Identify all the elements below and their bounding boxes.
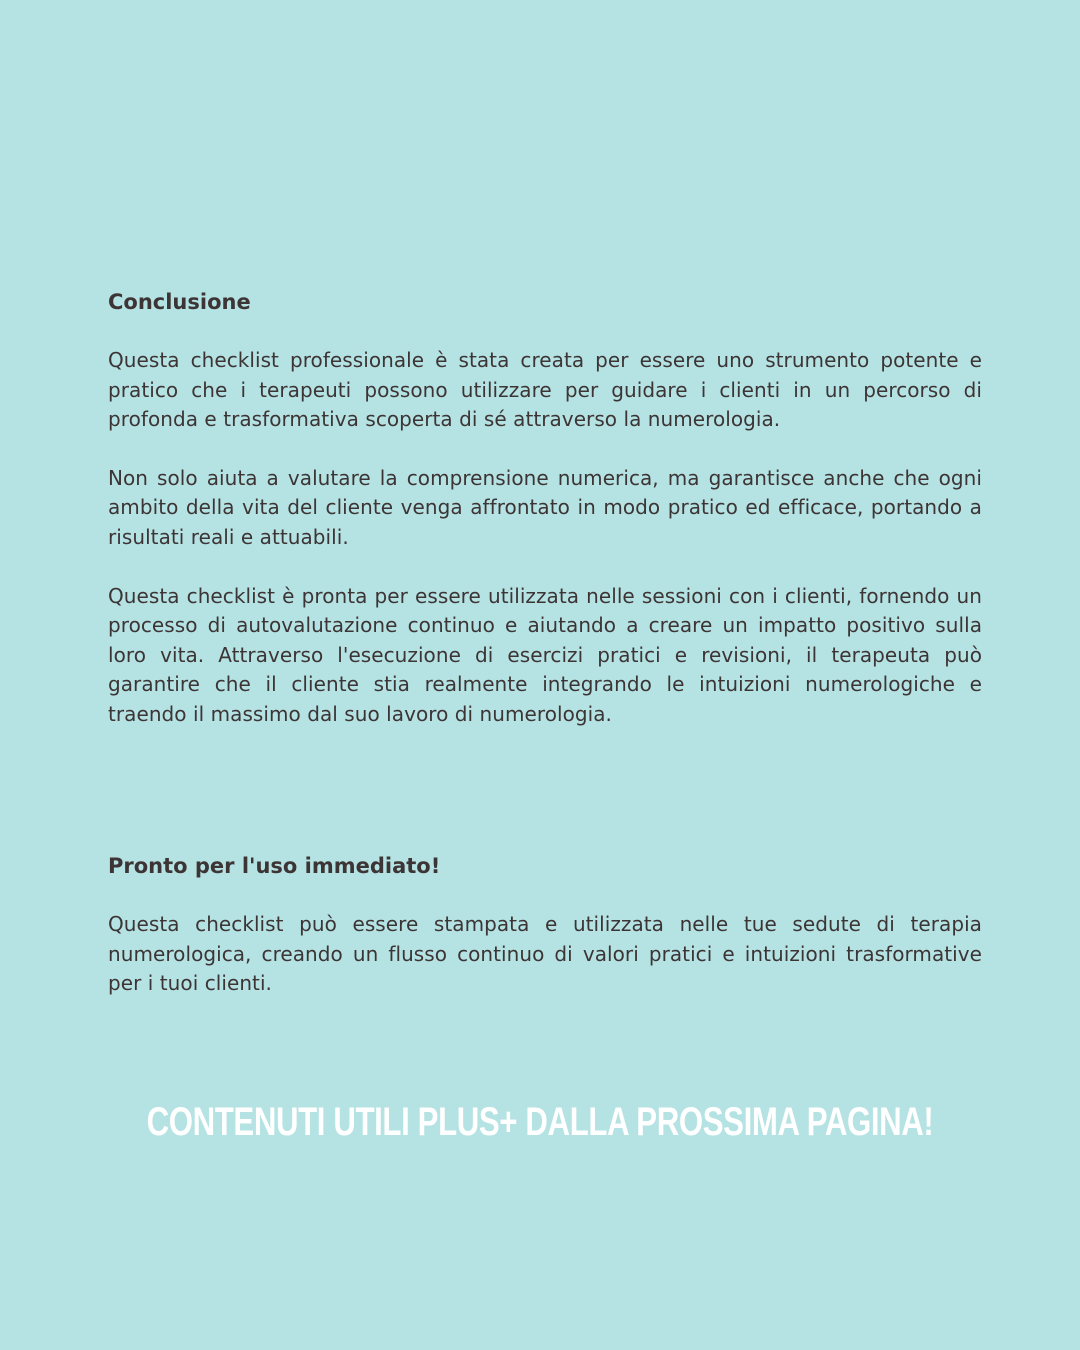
ready-paragraph: Questa checklist può essere stampata e utilizzata nelle tue sedute di terapia numerologica, creando un flusso continuo di valori pratici e intuizioni trasformative per i tuoi clienti. [108,912,982,996]
next-page-banner: CONTENUTI UTILI PLUS+ DALLA PROSSIMA PAGINA! [146,1100,934,1144]
conclusion-section [108,287,982,730]
conclusion-paragraph-2: Non solo aiuta a valutare la comprensione numerica, ma garantisce anche che ogni ambito della vita del cliente venga affrontato in modo pratico ed efficace, portando a risultati reali e attuabili. [108,465,982,549]
ready-section [108,851,982,999]
conclusion-heading: Conclusione [108,290,251,314]
conclusion-paragraph-1: Questa checklist professionale è stata creata per essere uno strumento potente e pratico che i terapeuti possono utilizzare per guidare i clienti in un percorso di profonda e trasformativa scoperta di sé attraverso la numerologia. [108,348,982,432]
ready-heading: Pronto per l'uso immediato! [108,854,441,878]
conclusion-paragraph-3: Questa checklist è pronta per essere utilizzata nelle sessioni con i clienti, fornendo un processo di autovalutazione continuo e aiutando a creare un impatto positivo sulla loro vita. Attraverso l'esecuzione di esercizi pratici e revisioni, il terapeuta può garantire che il cliente stia realmente integrando le intuizioni numerologiche e traendo il massimo dal suo lavoro di numerologia. [108,583,982,726]
